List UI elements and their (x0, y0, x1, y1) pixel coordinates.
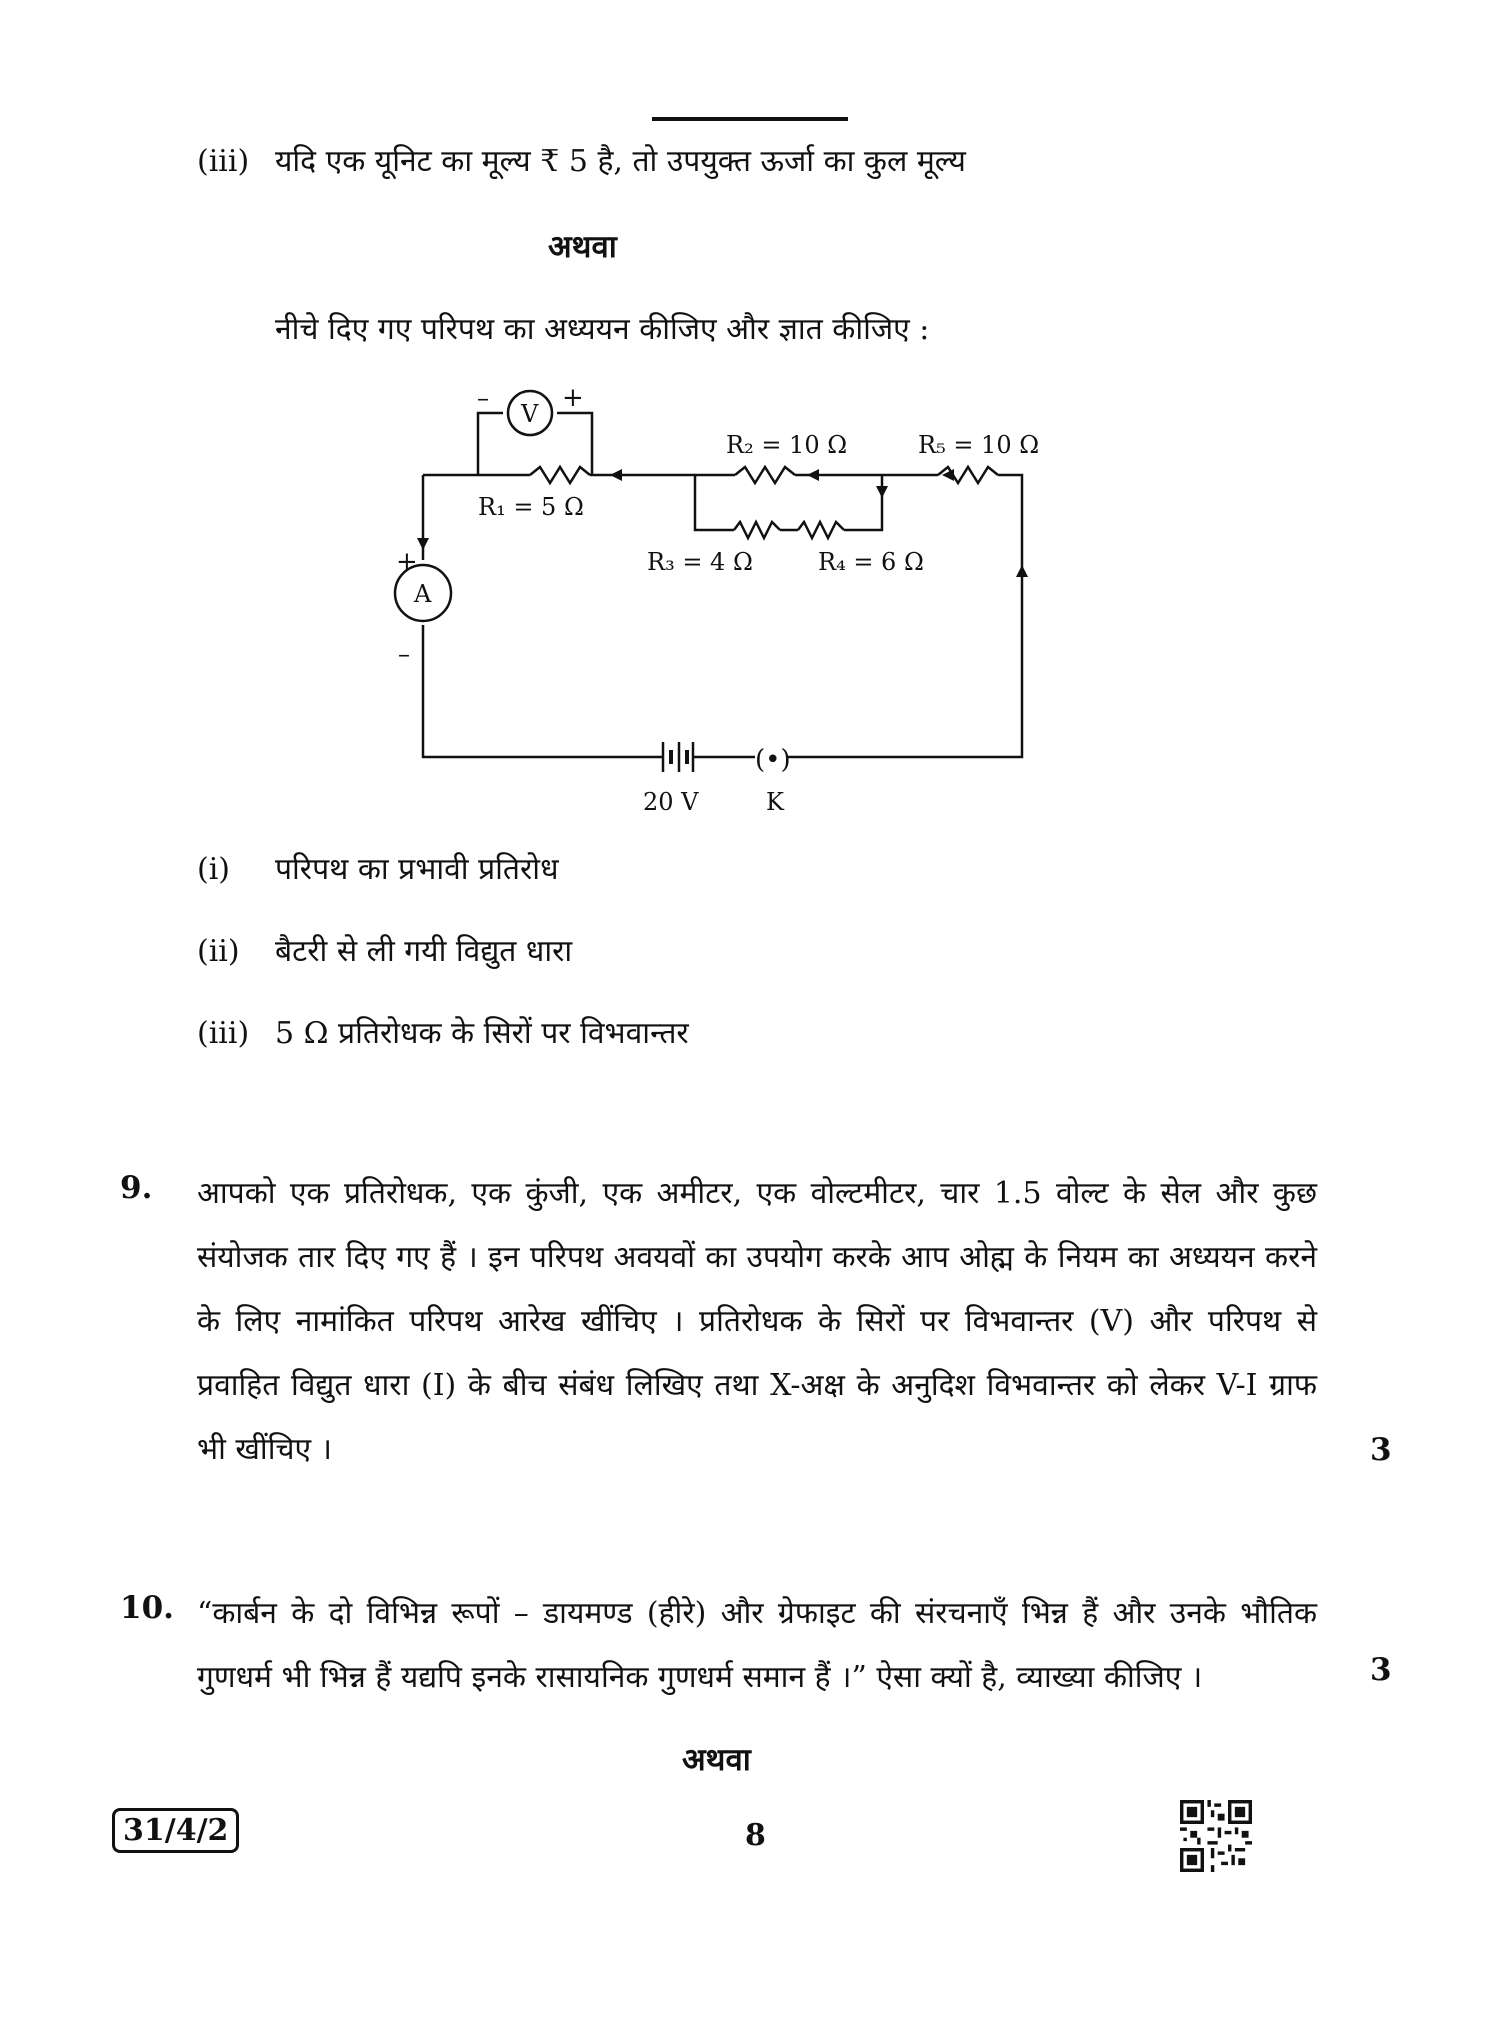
question-9-text (197, 1162, 1317, 1482)
key-label: K (766, 788, 784, 816)
item-iii-text: यदि एक यूनिट का मूल्य ₹ 5 है, तो उपयुक्त ऊर्जा का कुल मूल्य (275, 144, 966, 179)
question-10-text (197, 1582, 1317, 1710)
r1-label: R₁ = 5 Ω (478, 493, 584, 521)
ammeter-minus: – (398, 640, 410, 668)
or-heading: अथवा (548, 229, 617, 265)
voltmeter-label: V (521, 400, 539, 428)
paper-code-badge (112, 1808, 239, 1853)
question-9-line-4: प्रवाहित विद्युत धारा (I) के बीच संबंध लिखिए तथा X-अक्ष के अनुदिश विभवान्तर को लेकर V-I ग्राफ (197, 1368, 1317, 1403)
circuit-diagram (370, 380, 1070, 820)
page-number: 8 (745, 1818, 766, 1853)
r3-label: R₃ = 4 Ω (647, 548, 753, 576)
r5-label: R₅ = 10 Ω (918, 431, 1040, 459)
question-9-line-1: आपको एक प्रतिरोधक, एक कुंजी, एक अमीटर, एक वोल्टमीटर, चार 1.5 वोल्ट के सेल और कुछ (197, 1176, 1317, 1211)
or-heading-2: अथवा (682, 1742, 751, 1778)
battery-label: 20 V (643, 788, 699, 816)
voltmeter-plus: + (562, 383, 584, 413)
sub-item-i-number: (i) (197, 852, 231, 887)
question-9-number: 9. (120, 1170, 153, 1206)
instruction-text: नीचे दिए गए परिपथ का अध्ययन कीजिए और ज्ञात कीजिए : (275, 312, 930, 347)
top-rule (652, 117, 848, 121)
paper-code: 31/4/2 (123, 1813, 229, 1848)
sub-item-iii-text: 5 Ω प्रतिरोधक के सिरों पर विभवान्तर (275, 1016, 689, 1051)
question-9-marks: 3 (1370, 1432, 1392, 1468)
question-10-marks: 3 (1370, 1652, 1392, 1688)
question-10-number: 10. (120, 1590, 174, 1626)
question-9-line-2: संयोजक तार दिए गए हैं । इन परिपथ अवयवों का उपयोग करके आप ओह्म के नियम का अध्ययन करने (197, 1240, 1317, 1275)
voltmeter-minus: – (477, 384, 489, 412)
r2-label: R₂ = 10 Ω (726, 431, 848, 459)
sub-item-iii-number: (iii) (197, 1016, 250, 1051)
sub-item-ii-number: (ii) (197, 934, 240, 969)
question-10-line-2: गुणधर्म भी भिन्न हैं यद्यपि इनके रासायनिक गुणधर्म समान हैं ।” ऐसा क्यों है, व्याख्या कीजिए । (197, 1660, 1203, 1695)
sub-item-ii-text: बैटरी से ली गयी विद्युत धारा (275, 934, 573, 969)
question-10-line-1: “कार्बन के दो विभिन्न रूपों – डायमण्ड (हीरे) और ग्रेफाइट की संरचनाएँ भिन्न हैं और उनके भौतिक (197, 1596, 1317, 1631)
r4-label: R₄ = 6 Ω (818, 548, 924, 576)
item-iii-number: (iii) (197, 144, 250, 179)
qr-code-icon (1180, 1800, 1252, 1872)
question-9-line-5: भी खींचिए । (197, 1432, 333, 1467)
sub-item-i-text: परिपथ का प्रभावी प्रतिरोध (275, 852, 559, 887)
ammeter-label: A (414, 580, 432, 608)
ammeter-plus: + (396, 547, 418, 577)
key-symbol: (•) (755, 745, 791, 775)
question-9-line-3: के लिए नामांकित परिपथ आरेख खींचिए । प्रतिरोधक के सिरों पर विभवान्तर (V) और परिपथ से (197, 1304, 1317, 1339)
